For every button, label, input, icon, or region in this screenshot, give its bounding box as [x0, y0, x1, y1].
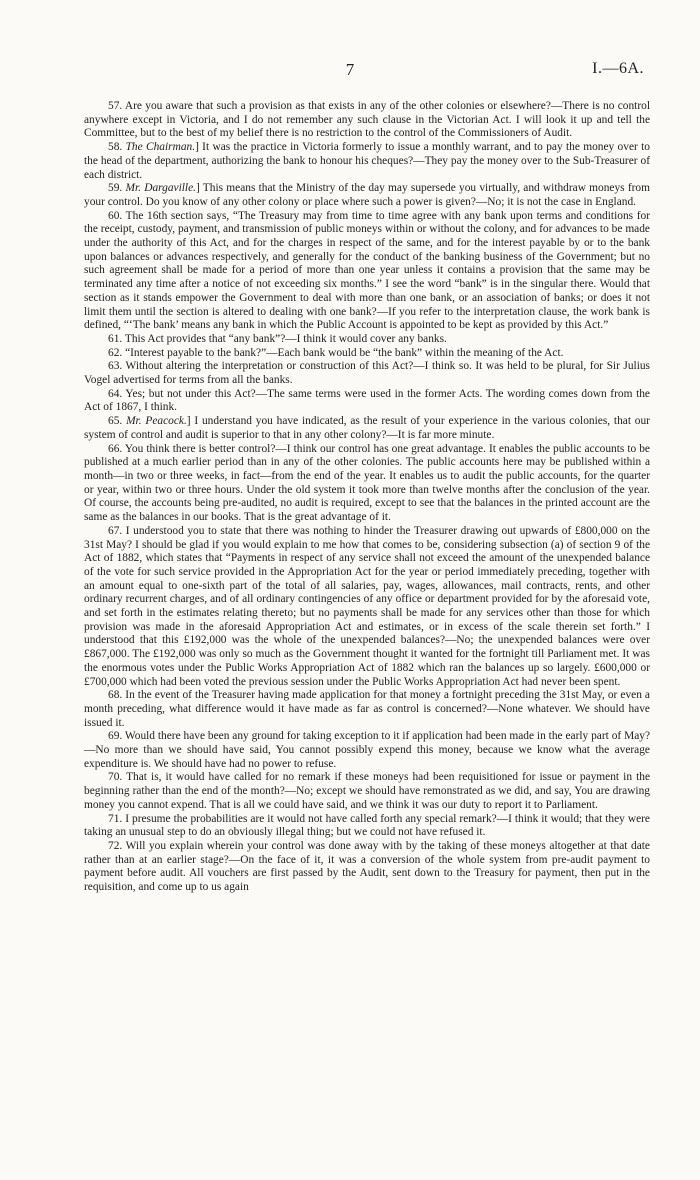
paragraph-72: 72. Will you explain wherein your control was done away with by the taking of these moneys altogether at that date rather than at an earlier stage?—On the face of it, it was a conversion of the whole system from pre-audit payment to payment before audit. All vouchers are first passed by the Audit, sent down to the Treasury for payment, then put in the requisition, and come up to us again: [84, 839, 650, 894]
paragraph-59: 59. Mr. Dargaville.] This means that the Ministry of the day may supersede you virtually, and withdraw moneys from your control. Do you know of any other colony or place where such a power is given?—No; it is not the case in England.: [84, 182, 650, 208]
document-body: [84, 100, 650, 895]
paragraph-65: 65. Mr. Peacock.] I understand you have indicated, as the result of your experience in the various colonies, that our system of control and audit is superior to that in any other colony?—It is far more minute.: [84, 415, 650, 441]
page-number: 7: [345, 60, 355, 79]
paragraph-67: 67. I understood you to state that there was nothing to hinder the Treasurer drawing out upwards of £800,000 on the 31st May? I should be glad if you would explain to me how that comes to be, considering subsection (a) of section 9 of the Act of 1882, which states that “Payments in respect of any service shall not exceed the amount of the unexpended balance of the vote for such service provided in the Appropriation Act for the year or period immediately preceding, together with an amount equal to one-sixth part of the total of all salaries, pay, wages, allowances, mail contracts, rents, and other ordinary recurrent charges, and of all ordinary contingencies of any office or department provided for by the aforesaid vote, and set forth in the estimates relating thereto; but no payments shall be made for any services other than those for which provision was made in the aforesaid Appropriation Act and estimates, or in excess of the scale therein set forth.” I understood that this £192,000 was the whole of the unexpended balances?—No; the unexpended balances were over £867,000. The £192,000 was only so much as the Government thought it wanted for the fortnight till Parliament met. It was the enormous votes under the Public Works Appropriation Act of 1882 which ran the balances up so largely. £600,000 or £700,000 which had been voted the previous session under the Public Works Appropriation Act had never been spent.: [84, 524, 650, 688]
paragraph-63: 63. Without altering the interpretation or construction of this Act?—I think so. It was held to be plural, for Sir Julius Vogel advertised for terms from all the banks.: [84, 360, 650, 387]
paragraph-62: 62. “Interest payable to the bank?”—Each bank would be “the bank” within the meaning of the Act.: [108, 346, 564, 359]
document-reference: I.—6A.: [592, 60, 644, 77]
paragraph-60: 60. The 16th section says, “The Treasury may from time to time agree with any bank upon terms and conditions for the receipt, custody, payment, and transmission of public moneys within or without the colony, and for advances to be made under the authority of this Act, and for the charges in respect of the same, and for the interest payable by or to the bank upon balances or advances respectively, and generally for the conduct of the banking business of the Government; but no such agreement shall be made for a period of more than one year unless it contains a provision that the same may be terminated any time after a notice of not exceeding six months.” I see the word “bank” is in the singular there. Would that section as it stands empower the Government to deal with more than one bank, or an association of banks; or does it not limit them until the section is altered to dealing with one bank?—If you refer to the interpretation clause, the work bank is defined, “‘The bank’ means any bank in which the Public Account is appointed to be kept as provided by this Act.”: [84, 209, 650, 332]
paragraph-66: 66. You think there is better control?—I think our control has one great advantage. It enables the public accounts to be published at a much earlier period than in any of the other colonies. The public accounts here may be published within a month—in two or three weeks, in fact—from the end of the year. It enables us to audit the public accounts, for the quarter or year, within two or three hours. Under the old system it took more than twelve months after the conclusion of the year. Of course, the accounts being pre-audited, no audit is required, except to see that the balances in the printed account are the same as the balances in our books. That is the great advantage of it.: [84, 442, 650, 524]
paragraph-64: 64. Yes; but not under this Act?—The same terms were used in the former Acts. The wording comes down from the Act of 1867, I think.: [84, 387, 650, 414]
paragraph-58: 58. The Chairman.] It was the practice in Victoria formerly to issue a monthly warrant, and to pay the money over to the head of the department, authorizing the bank to honour his cheques?—They pay the money over to the Sub-Treasurer of each district.: [84, 141, 650, 181]
paragraph-68: 68. In the event of the Treasurer having made application for that money a fortnight preceding the 31st May, or even a month preceding, what difference would it have made as far as control is concerned?—None whatever. We should have issued it.: [84, 689, 650, 729]
paragraph-61: 61. This Act provides that “any bank”?—I think it would cover any banks.: [108, 332, 447, 345]
speaker-name: Mr. Peacock.: [126, 415, 187, 428]
paragraph-69: 69. Would there have been any ground for taking exception to it if application had been made in the early part of May?—No more than we should have said, You cannot possibly expend this money, because we know what the average expenditure is. We should have had no power to refuse.: [84, 730, 650, 770]
speaker-name: Mr. Dargaville.: [125, 182, 196, 195]
paragraph-57: 57. Are you aware that such a provision as that exists in any of the other colonies or elsewhere?—There is no control anywhere except in Victoria, and I do not remember any such clause in the Victorian Act. I will look it up and tell the Committee, but to the best of my belief there is no restriction to the control of the Commissioners of Audit.: [84, 100, 650, 140]
speaker-name: The Chairman.: [125, 141, 196, 154]
paragraph-70: 70. That is, it would have called for no remark if these moneys had been requisitioned for issue or payment in the beginning rather than the end of the month?—No; except we should have remonstrated as we did, and say, You are drawing money you cannot expend. That is all we could have said, and we think it was our duty to report it to Parliament.: [84, 771, 650, 811]
paragraph-71: 71. I presume the probabilities are it would not have called forth any special remark?—I think it would; that they were taking an unusual step to do an obviously illegal thing; but we could not have refused it.: [84, 812, 650, 839]
